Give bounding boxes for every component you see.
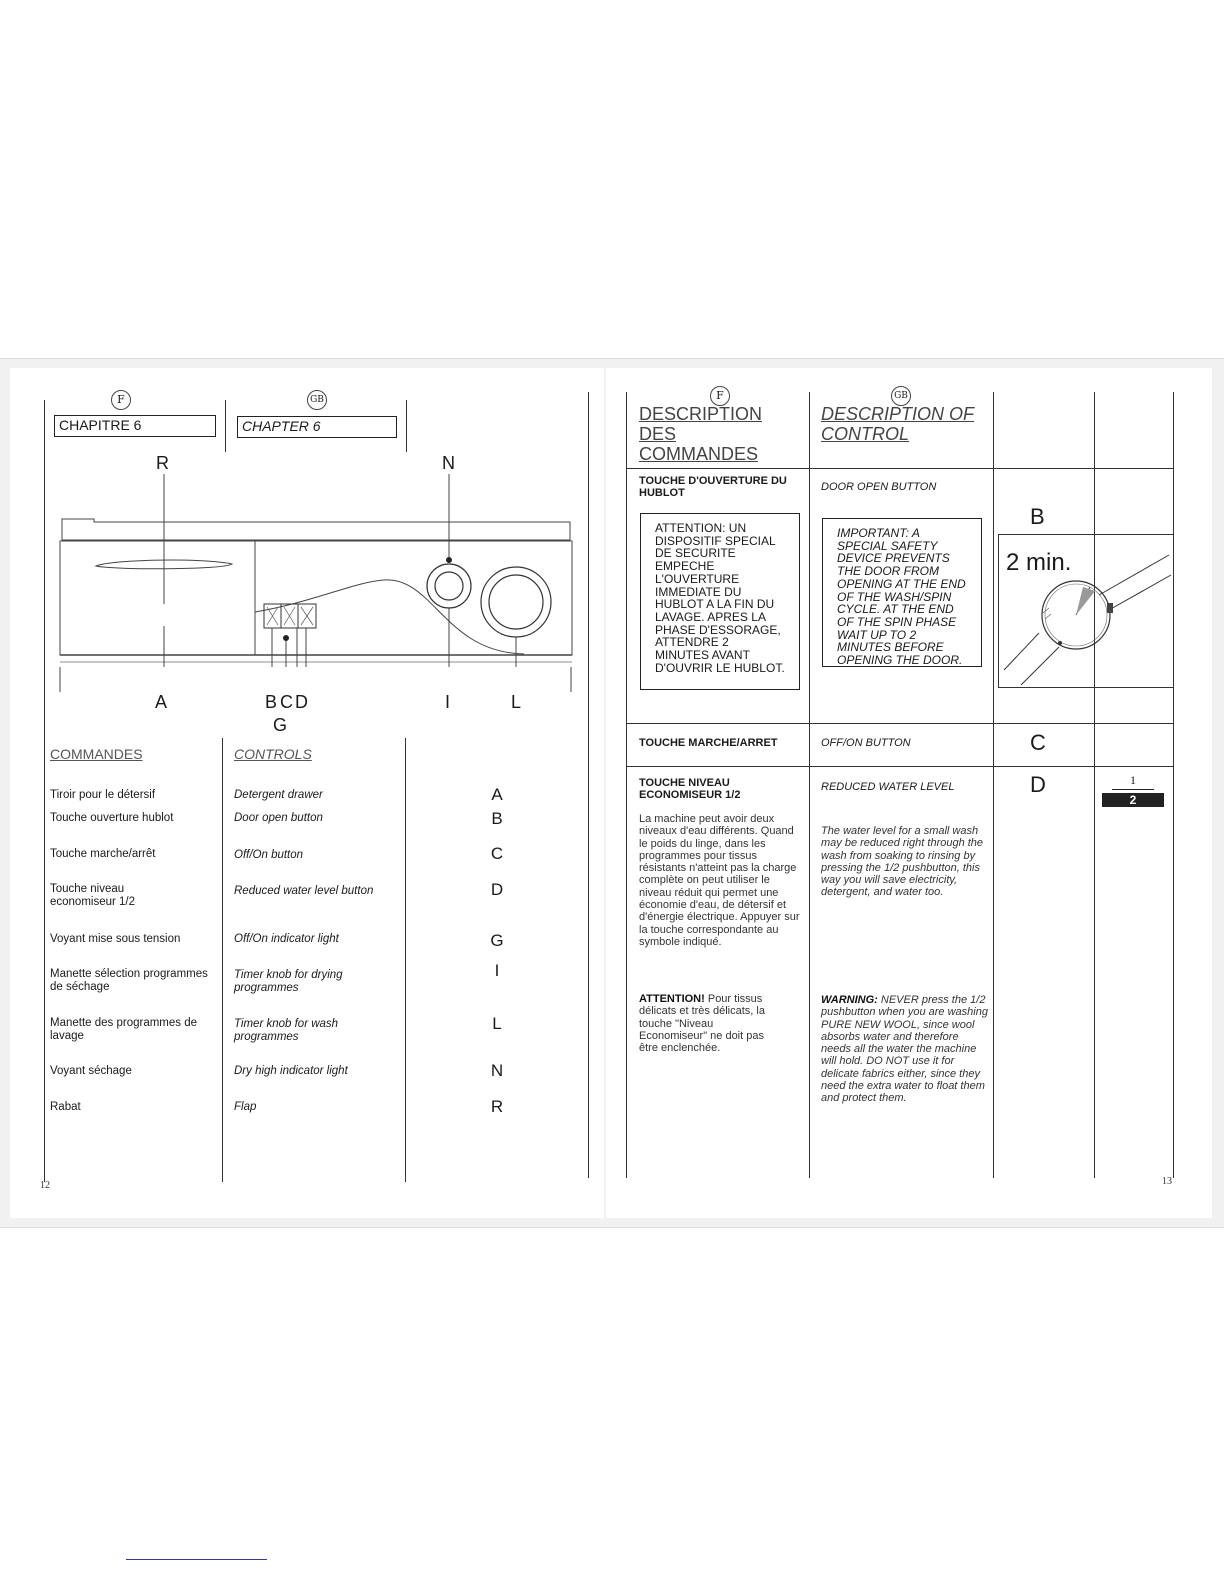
row-fr: Touche niveau economiseur 1/2 <box>50 883 136 908</box>
row-en: Timer knob for drying programmes <box>234 969 343 994</box>
row-letter: I <box>494 961 500 980</box>
right-page <box>606 368 1212 1218</box>
lang-gb-badge: GB <box>891 386 911 406</box>
row-en: Timer knob for wash programmes <box>234 1018 339 1043</box>
row-en: Off/On button <box>234 849 304 861</box>
row-fr: Touche ouverture hublot <box>50 812 174 824</box>
half-level-symbol <box>1102 773 1164 809</box>
warning-en-strong: WARNING: <box>821 994 878 1006</box>
letter-c: C <box>1030 730 1046 755</box>
row-fr: Tiroir pour le détersif <box>50 789 156 801</box>
row-letter: A <box>491 785 503 804</box>
label-onoff-en: OFF/ON BUTTON <box>821 737 911 749</box>
warning-box-en: IMPORTANT: A SPECIAL SAFETY DEVICE PREVENTS THE DOOR FROM OPENING AT THE END OF THE WASH/SPIN CYCLE. AT THE END OF THE SPIN PHASE WAIT UP TO 2 MINUTES BEFORE OPENING THE DOOR. <box>822 518 982 667</box>
body-economiseur-fr: La machine peut avoir deux niveaux d'eau différents. Quand le poids du linge, dans les programmes pour tissus résistants n'atteint pas la charge complète on peut utiliser le niveau réduit qui permet une économie d'eau, de détersif et d'énergie électrique. Appuyer sur la touche correspondante au symbole indiqué. <box>639 813 800 948</box>
label-reduced-water-en: REDUCED WATER LEVEL <box>821 781 955 793</box>
row-letter: L <box>492 1014 502 1033</box>
heading-controls: CONTROLS <box>234 746 312 762</box>
row-fr: Rabat <box>50 1101 81 1113</box>
warning-fr-strong: ATTENTION! <box>639 993 705 1005</box>
footer-rule <box>126 1559 267 1560</box>
label-economiseur-fr: TOUCHE NIVEAU ECONOMISEUR 1/2 <box>639 777 741 801</box>
letter-b: B <box>1030 504 1045 529</box>
label-b: B <box>265 692 278 712</box>
warning-fr-text: Pour tissus délicats et très délicats, la touche "Niveau Economiseur" ne doit pas être enclenchée. <box>639 993 765 1055</box>
warning-en-text: NEVER press the 1/2 pushbutton when you are washing PURE NEW WOOL, since wool absorbs water and therefore needs all the water the machine will hold. DO NOT use it for delicate fabrics either, since they need the extra water to float them and protect them. <box>821 994 988 1105</box>
row-en: Off/On indicator light <box>234 933 339 945</box>
row-en: Dry high indicator light <box>234 1065 348 1077</box>
title-description-fr: DESCRIPTION DES COMMANDES <box>639 404 763 464</box>
row-en: Detergent drawer <box>234 789 323 801</box>
row-letter: G <box>490 931 504 950</box>
symbol-denominator: 2 <box>1102 793 1164 807</box>
watch-icon <box>999 535 1175 689</box>
page-number-right: 13 <box>1162 1176 1172 1187</box>
label-r: R <box>156 453 169 473</box>
label-g: G <box>273 715 288 735</box>
chapter-title-fr: CHAPITRE 6 <box>54 415 216 437</box>
row-fr: Touche marche/arrêt <box>50 848 156 860</box>
row-en: Flap <box>234 1101 257 1113</box>
label-door-open-fr: TOUCHE D'OUVERTURE DU HUBLOT <box>639 475 787 499</box>
letter-d: D <box>1030 772 1046 797</box>
label-i: I <box>445 692 451 712</box>
watch-illustration <box>998 534 1174 688</box>
row-fr: Voyant mise sous tension <box>50 933 181 945</box>
row-fr: Manette sélection programmes de séchage <box>50 968 208 993</box>
body-reduced-water-en: The water level for a small wash may be reduced right through the wash from soaking to rinsing by pressing the 1/2 pushbutton, this way you will save electricity, detergent, and water too. <box>821 825 984 899</box>
control-panel-diagram <box>54 452 574 742</box>
lang-f-badge: F <box>111 390 131 410</box>
warning-en <box>821 994 989 1105</box>
row-letter: R <box>490 1097 504 1116</box>
label-a: A <box>155 692 168 712</box>
row-letter: D <box>490 880 504 899</box>
label-n: N <box>442 453 455 473</box>
row-letter: N <box>490 1061 504 1080</box>
row-fr: Manette des programmes de lavage <box>50 1017 198 1042</box>
label-d: D <box>295 692 308 712</box>
heading-commandes: COMMANDES <box>50 746 143 762</box>
row-letter: C <box>490 844 504 863</box>
lang-f-badge: F <box>710 386 730 406</box>
timer-label: 2 min. <box>1006 549 1072 576</box>
lang-gb-badge: GB <box>307 390 327 410</box>
label-door-open-en: DOOR OPEN BUTTON <box>821 481 937 493</box>
page-number-left: 12 <box>40 1180 50 1191</box>
left-page <box>10 368 604 1218</box>
warning-box-fr: ATTENTION: UN DISPOSITIF SPECIAL DE SECURITE EMPECHE L'OUVERTURE IMMEDIATE DU HUBLOT A LA FIN DU LAVAGE. APRES LA PHASE D'ESSORAGE, ATTENDRE 2 MINUTES AVANT D'OUVRIR LE HUBLOT. <box>640 513 800 690</box>
row-fr: Voyant séchage <box>50 1065 132 1077</box>
symbol-numerator: 1 <box>1130 773 1136 787</box>
row-letter: B <box>491 809 503 828</box>
row-en: Door open button <box>234 812 323 824</box>
label-onoff-fr: TOUCHE MARCHE/ARRET <box>639 737 778 749</box>
label-l: L <box>511 692 522 712</box>
label-c: C <box>280 692 293 712</box>
row-en: Reduced water level button <box>234 885 374 897</box>
warning-fr <box>639 993 779 1054</box>
title-description-en: DESCRIPTION OF CONTROL <box>821 404 975 444</box>
chapter-title-en: CHAPTER 6 <box>237 416 397 438</box>
